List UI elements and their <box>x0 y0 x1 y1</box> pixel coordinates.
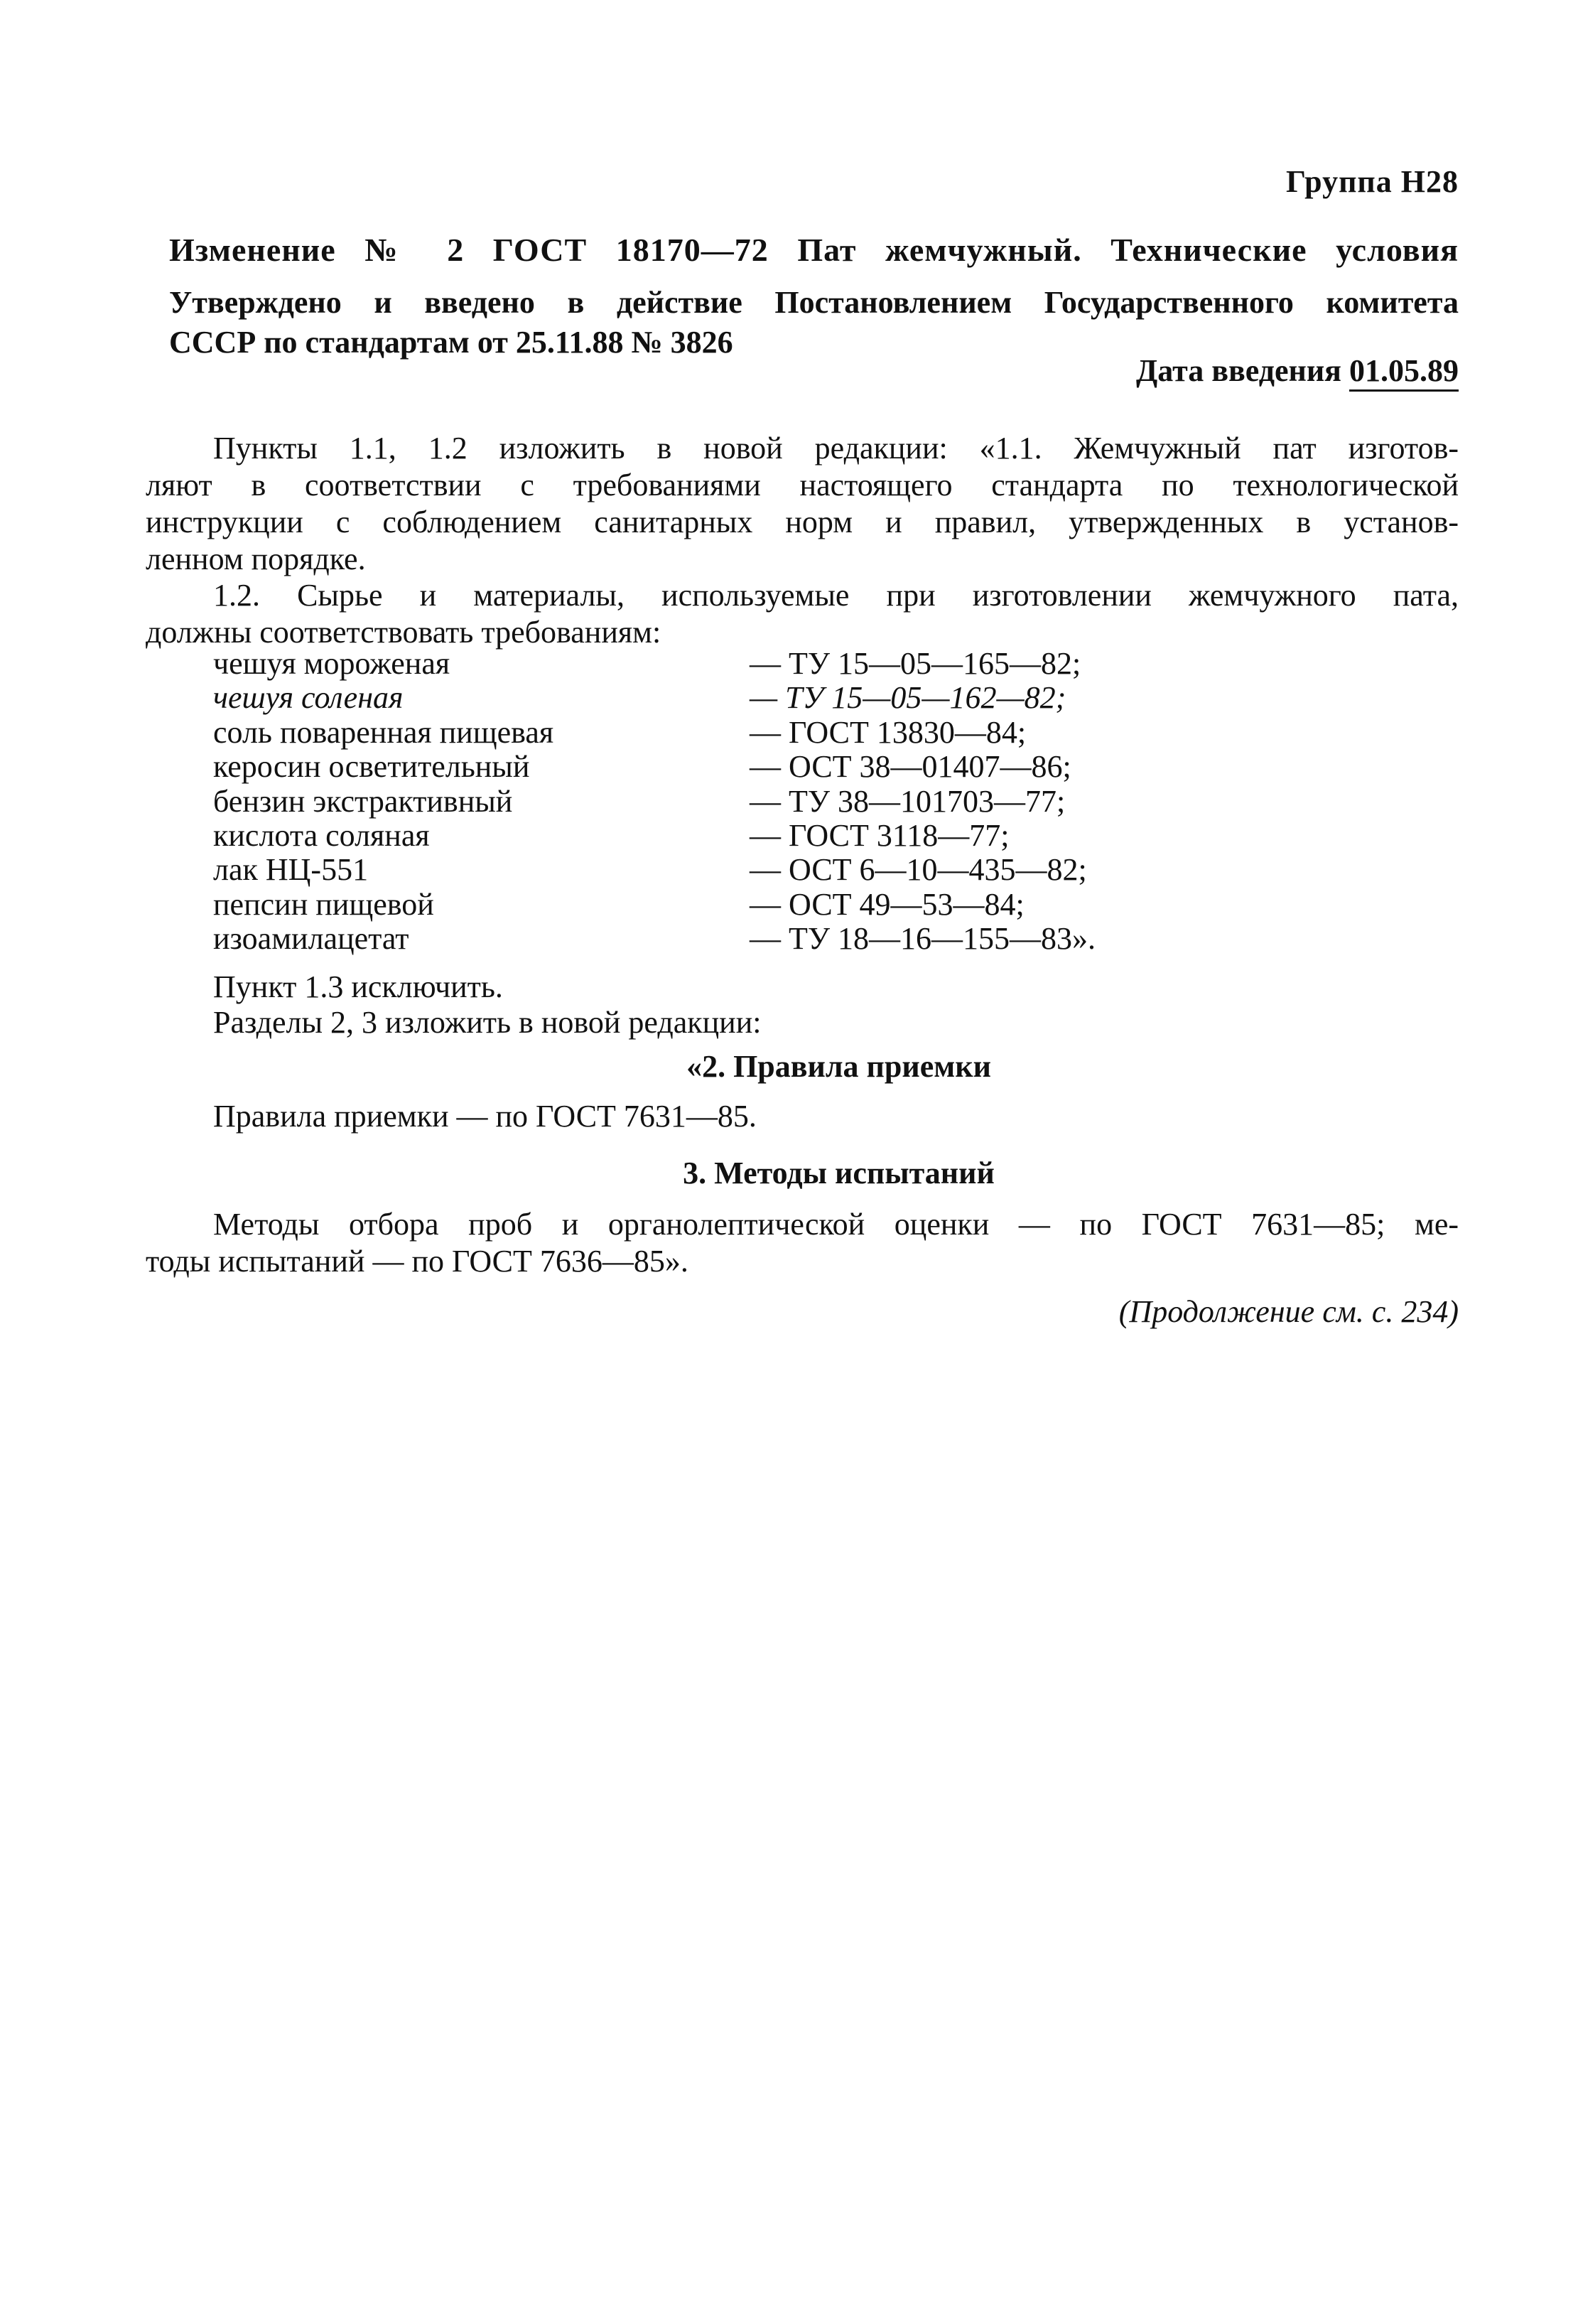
continuation-note: (Продолжение см. с. 234) <box>1118 1294 1459 1329</box>
requirement-standard: — ТУ 15—05—162—82; <box>750 680 1066 716</box>
requirement-standard: — ГОСТ 3118—77; <box>750 817 1010 853</box>
requirement-name: кислота соляная <box>213 817 430 853</box>
requirement-standard: — ТУ 15—05—165—82; <box>750 646 1081 681</box>
group-code: Группа Н28 <box>1285 164 1459 199</box>
exclude-note: Пункт 1.3 исключить. <box>213 969 503 1004</box>
paragraph-1-line: ляют в соответствии с требованиями настоящего стандарта по технологической <box>146 468 1459 502</box>
requirement-name: чешуя соленая <box>213 680 404 716</box>
section-3-line: Методы отбора проб и органолептической оценки — по ГОСТ 7631—85; ме- <box>213 1207 1459 1242</box>
requirement-standard: — ГОСТ 13830—84; <box>750 714 1027 750</box>
document-title: Изменение № 2 ГОСТ 18170—72 Пат жемчужный. Технические условия <box>169 232 1459 268</box>
approval-line-2: СССР по стандартам от 25.11.88 № 3826 <box>169 325 733 360</box>
approval-statement <box>169 283 1459 362</box>
paragraph-1-line: ленном порядке. <box>146 542 366 576</box>
requirement-standard: — ТУ 38—101703—77; <box>750 783 1066 819</box>
paragraph-1-line: инструкции с соблюдением санитарных норм и правил, утвержденных в установ- <box>146 505 1459 539</box>
effective-date-label: Дата введения <box>1135 353 1341 388</box>
effective-date-value: 01.05.89 <box>1349 353 1459 392</box>
requirement-name: керосин осветительный <box>213 749 530 785</box>
paragraph-1 <box>146 430 1459 578</box>
requirement-name: изоамилацетат <box>213 921 409 957</box>
paragraph-2 <box>146 577 1459 651</box>
approval-line-1: Утверждено и введено в действие Постановлением Государственного комитета <box>169 285 1459 320</box>
requirement-standard: — ОСТ 49—53—84; <box>750 886 1025 922</box>
requirement-name: соль поваренная пищевая <box>213 714 554 750</box>
effective-date <box>1136 353 1459 389</box>
section-3-heading: 3. Методы испытаний <box>683 1156 995 1190</box>
section-3-line: тоды испытаний — по ГОСТ 7636—85». <box>146 1244 688 1279</box>
requirement-standard: — ОСТ 38—01407—86; <box>750 749 1071 785</box>
sections-note: Разделы 2, 3 изложить в новой редакции: <box>213 1005 762 1040</box>
section-3-text <box>146 1206 1459 1280</box>
requirement-standard: — ОСТ 6—10—435—82; <box>750 852 1087 888</box>
requirement-standard: — ТУ 18—16—155—83». <box>750 921 1096 957</box>
paragraph-2-line: 1.2. Сырье и материалы, используемые при изготовлении жемчужного пата, <box>213 578 1459 613</box>
requirement-name: лак НЦ-551 <box>213 852 369 888</box>
section-2-heading: «2. Правила приемки <box>686 1049 991 1084</box>
requirement-name: пепсин пищевой <box>213 886 434 922</box>
paragraph-2-line: должны соответствовать требованиям: <box>146 615 661 650</box>
requirement-name: бензин экстрактивный <box>213 783 513 819</box>
paragraph-1-line: Пункты 1.1, 1.2 изложить в новой редакции: «1.1. Жемчужный пат изготов- <box>213 431 1459 466</box>
section-2-text: Правила приемки — по ГОСТ 7631—85. <box>213 1099 757 1134</box>
requirement-name: чешуя мороженая <box>213 646 450 681</box>
